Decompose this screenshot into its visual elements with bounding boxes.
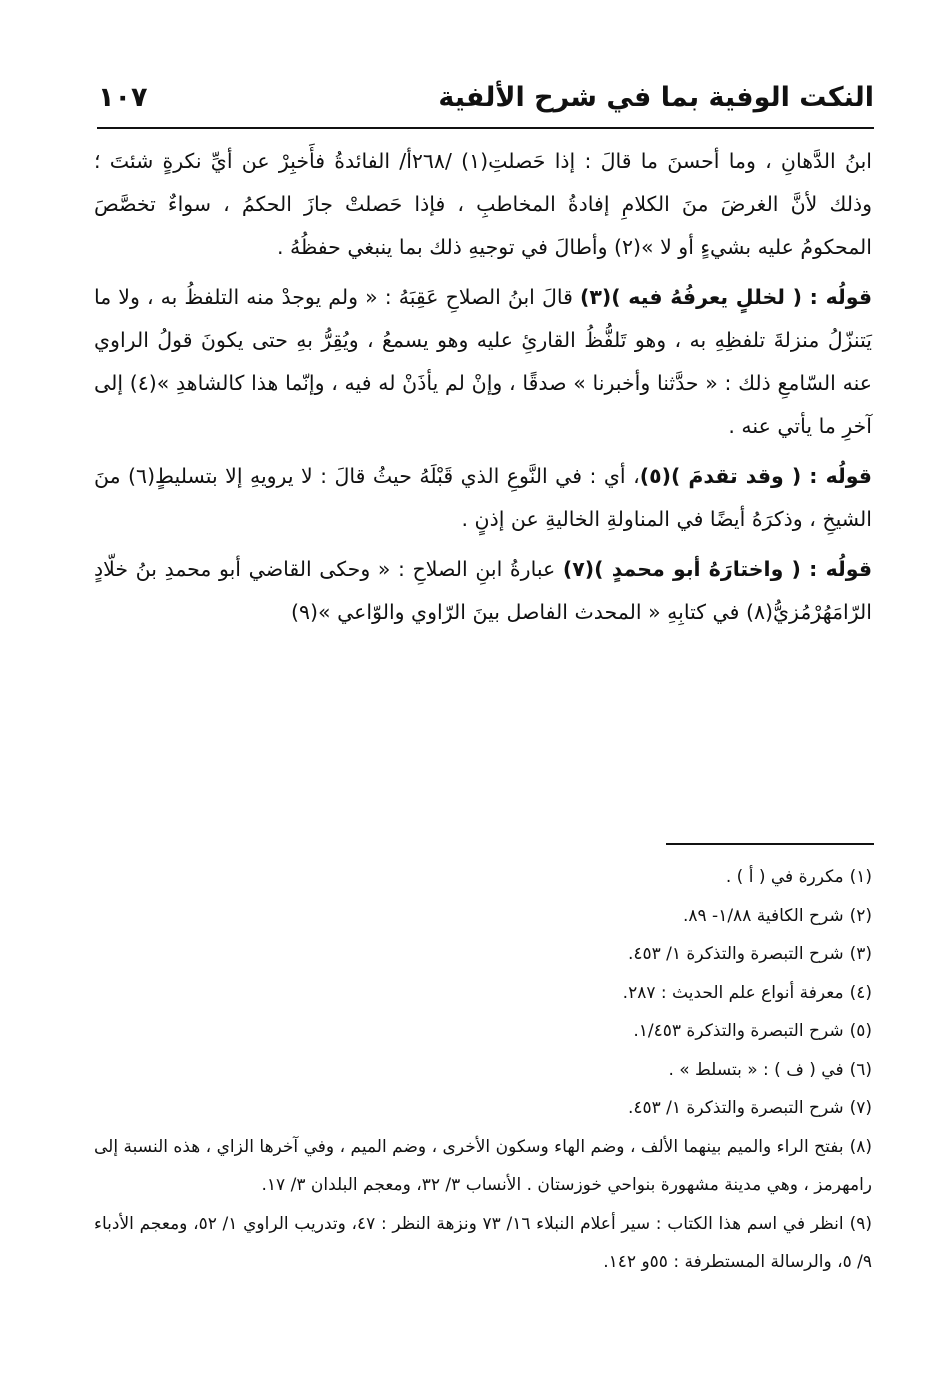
page-number: ١٠٧ [98, 82, 148, 113]
footnote-text: في ( ف ) : « بتسلط » . [668, 1059, 844, 1080]
body-paragraph [94, 455, 872, 541]
footnote-number: (٤) [849, 982, 872, 1003]
footnote-3 [94, 935, 872, 974]
footnote-number: (٢) [849, 905, 872, 926]
header-rule [97, 127, 874, 129]
footnote-number: (٦) [849, 1059, 872, 1080]
footnote-1 [94, 858, 872, 897]
footnote-number: (٧) [849, 1098, 872, 1118]
footnote-text: شرح التبصرة والتذكرة ١/ ٤٥٣. [627, 944, 844, 964]
footnote-4 [94, 974, 872, 1013]
footnote-6 [94, 1051, 872, 1090]
footnote-number: (٥) [849, 1021, 872, 1041]
footnote-5 [94, 1012, 872, 1051]
footnote-text: بفتح الراء والميم بينهما الألف ، وضم الهاء وسكون الأخرى ، وضم الميم ، وفي آخرها الزاي ، هذه النسبة إلى رامهرمز ، وهي مدينة مشهورة بنواحي خوزستان . الأنساب ٣/ ٣٢، ومعجم البلدان ٣/ ١٧. [94, 1136, 872, 1195]
footnote-number: (٨) [849, 1136, 872, 1157]
footnote-text: شرح الكافية ١/٨٨- ٨٩. [682, 905, 844, 926]
body-paragraph [94, 548, 872, 634]
footnote-text: شرح التبصرة والتذكرة ١/٤٥٣. [633, 1021, 844, 1041]
paragraph-text: ، أي : في النَّوعِ الذي قَبْلَهُ حيثُ قالَ : لا يرويهِ إلا بتسليطٍ(٦) منَ الشيخِ ، وذكرَهُ أيضًا في المناولةِ الخاليةِ عن إذنٍ . [94, 464, 872, 531]
footnote-text: مكررة في ( أ ) . [725, 867, 844, 887]
main-text [94, 140, 872, 634]
footnote-text: شرح التبصرة والتذكرة ١/ ٤٥٣. [627, 1098, 844, 1118]
paragraph-text: عبارةُ ابنِ الصلاحِ : « وحكى القاضي أبو محمدِ بنُ خلّادٍ الرّامَهُرْمُزيُّ(٨) في كتابِهِ « المحدث الفاصل بينَ الرّاوي والوّاعي »(٩) [94, 557, 872, 624]
footnote-number: (١) [849, 867, 872, 887]
footnote-text: انظر في اسم هذا الكتاب : سير أعلام النبلاء ١٦/ ٧٣ ونزهة النظر : ٤٧، وتدريب الراوي ١/ ٥٢، ومعجم الأدباء ٩/ ٥، والرسالة المستطرفة : ٥٥و ١٤٢. [94, 1213, 872, 1272]
paragraph-lead: قولُه : ( وقد تقدمَ )(٥) [639, 464, 872, 488]
paragraph-lead: قولُه : ( لخللٍ يعرفُهُ فيه )(٣) [579, 285, 872, 309]
paragraph-lead: قولُه : ( واختارَهُ أبو محمدٍ )(٧) [562, 557, 872, 581]
footnotes [94, 858, 872, 1282]
footnote-7 [94, 1089, 872, 1128]
running-title: النكت الوفية بما في شرح الألفية [438, 82, 874, 113]
footnote-text: معرفة أنواع علم الحديث : ٢٨٧. [622, 982, 844, 1003]
footnote-9 [94, 1205, 872, 1282]
paragraph-text: ابنُ الدَّهانِ ، وما أحسنَ ما قالَ : إذا حَصلتِ(١) /٢٦٨أ/ الفائدةُ فأَخبِرْ عن أيِّ نكرةٍ شئتَ ؛ وذلك لأنَّ الغرضَ منَ الكلامِ إفادةُ المخاطبِ ، فإذا حَصلتْ جازَ الحكمُ ، سواءٌ تخصَّصَ المحكومُ عليه بشيءٍ أو لا »(٢) وأطالَ في توجيهِ ذلك بما ينبغي حفظُهُ . [94, 149, 872, 259]
footnote-separator [666, 843, 874, 845]
footnote-8 [94, 1128, 872, 1205]
paragraph-text: قالَ ابنُ الصلاحِ عَقِبَهُ : « ولم يوجدْ منه التلفظُ به ، ولا ما يَتنزّلُ منزلةَ تلفظِهِ به ، وهو تَلفُّظُ القارئِ عليه وهو يسمعُ ، ويُقِرُّ بهِ حتى يكونَ قولُ الراوي عنه السّامعِ ذلك : « حدَّثنا وأخبرنا » صدقًا ، وإنْ لم يأذَنْ له فيه ، وإنّما هذا كالشاهدِ »(٤) إلى آخرِ ما يأتي عنه . [94, 285, 872, 438]
footnote-number: (٣) [849, 944, 872, 964]
footnote-2 [94, 897, 872, 936]
footnote-number: (٩) [849, 1213, 872, 1234]
body-paragraph [94, 140, 872, 269]
running-header [98, 78, 874, 122]
body-paragraph [94, 276, 872, 448]
